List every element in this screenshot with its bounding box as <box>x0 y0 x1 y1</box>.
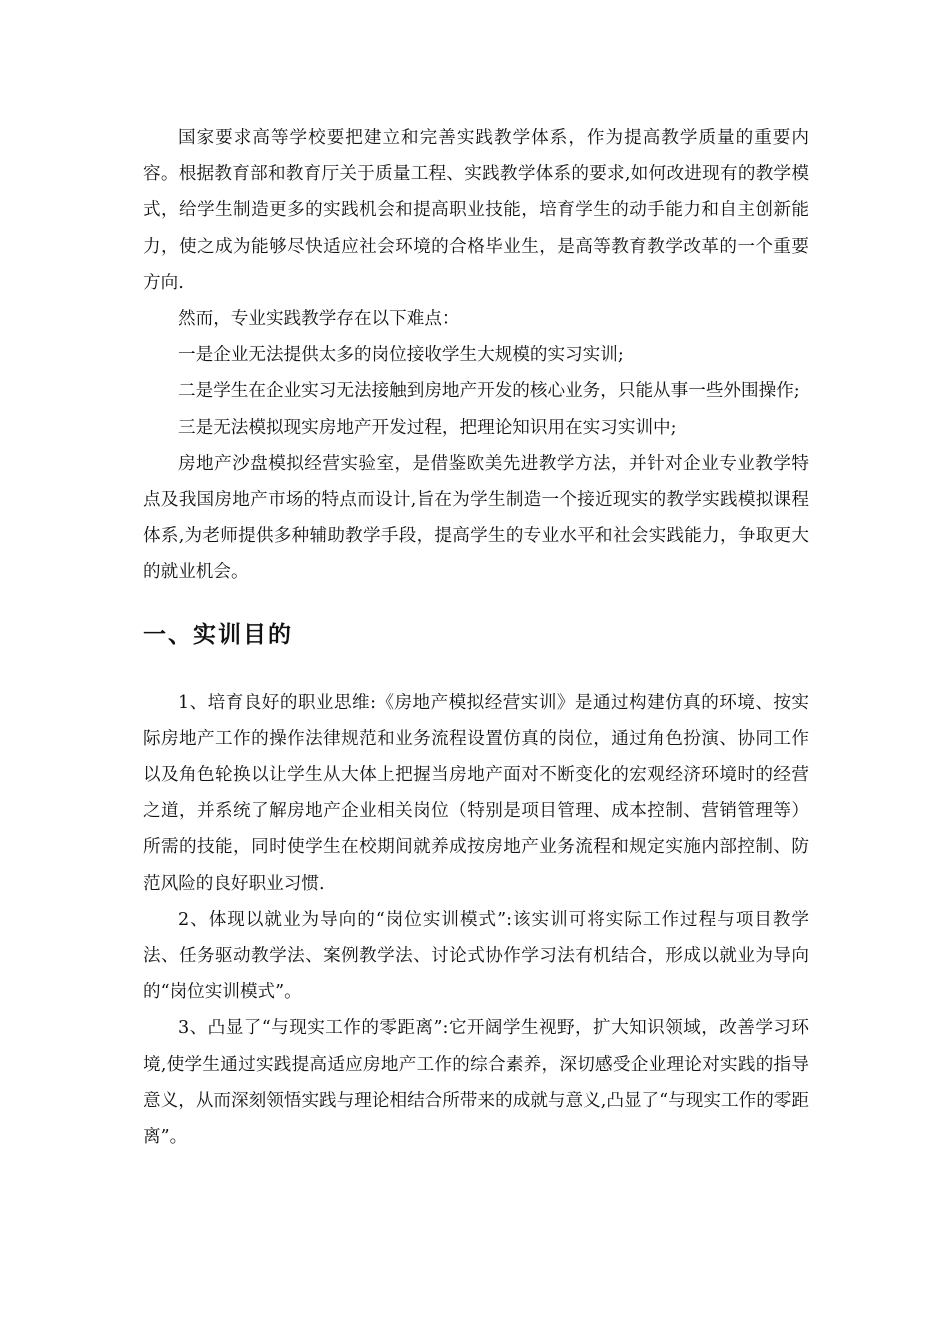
difficulty-item: 三是无法模拟现实房地产开发过程，把理论知识用在实习实训中; <box>178 417 677 438</box>
difficulty-item: 一是企业无法提供太多的岗位接收学生大规模的实习实训; <box>178 345 624 366</box>
objective-item: 2、体现以就业为导向的“岗位实训模式”:该实训可将实际工作过程与项目教学法、任务驱动教学法、案例教学法、讨论式协作学习法有机结合，形成以就业为导向的“岗位实训模式”。 <box>143 909 809 1003</box>
document-body <box>143 120 809 1155</box>
difficulty-item: 二是学生在企业实习无法接触到房地产开发的核心业务，只能从事一些外围操作; <box>178 381 800 402</box>
intro-paragraph: 国家要求高等学校要把建立和完善实践教学体系，作为提高教学质量的重要内容。根据教育部和教育厅关于质量工程、实践教学体系的要求,如何改进现有的教学模式，给学生制造更多的实践机会和提高职业技能，培育学生的动手能力和自主创新能力，使之成为能够尽快适应社会环境的合格毕业生，是高等教育教学改革的一个重要方向. <box>143 128 809 293</box>
objective-item: 3、凸显了“与现实工作的零距离”:它开阔学生视野，扩大知识领域，改善学习环境,使学生通过实践提高适应房地产工作的综合素养，深切感受企业理论对实践的指导意义，从而深刻领悟实践与理论相结合所带来的成就与意义,凸显了“与现实工作的零距离”。 <box>143 1018 809 1148</box>
objective-item: 1、培育良好的职业思维:《房地产模拟经营实训》是通过构建仿真的环境、按实际房地产工作的操作法律规范和业务流程设置仿真的岗位，通过角色扮演、协同工作以及角色轮换以让学生从大体上把握当房地产面对不断变化的宏观经济环境时的经营之道，并系统了解房地产企业相关岗位（特别是项目管理、成本控制、营销管理等）所需的技能，同时使学生在校期间就养成按房地产业务流程和规定实施内部控制、防范风险的良好职业习惯. <box>143 692 809 894</box>
intro-paragraph: 房地产沙盘模拟经营实验室，是借鉴欧美先进教学方法，并针对企业专业教学特点及我国房地产市场的特点而设计,旨在为学生制造一个接近现实的教学实践模拟课程体系,为老师提供多种辅助教学手段，提高学生的专业水平和社会实践能力，争取更大的就业机会。 <box>143 453 809 583</box>
intro-paragraph: 然而，专业实践教学存在以下难点： <box>178 309 460 330</box>
section-body <box>143 685 809 1156</box>
section-heading: 一、实训目的 <box>143 621 293 648</box>
